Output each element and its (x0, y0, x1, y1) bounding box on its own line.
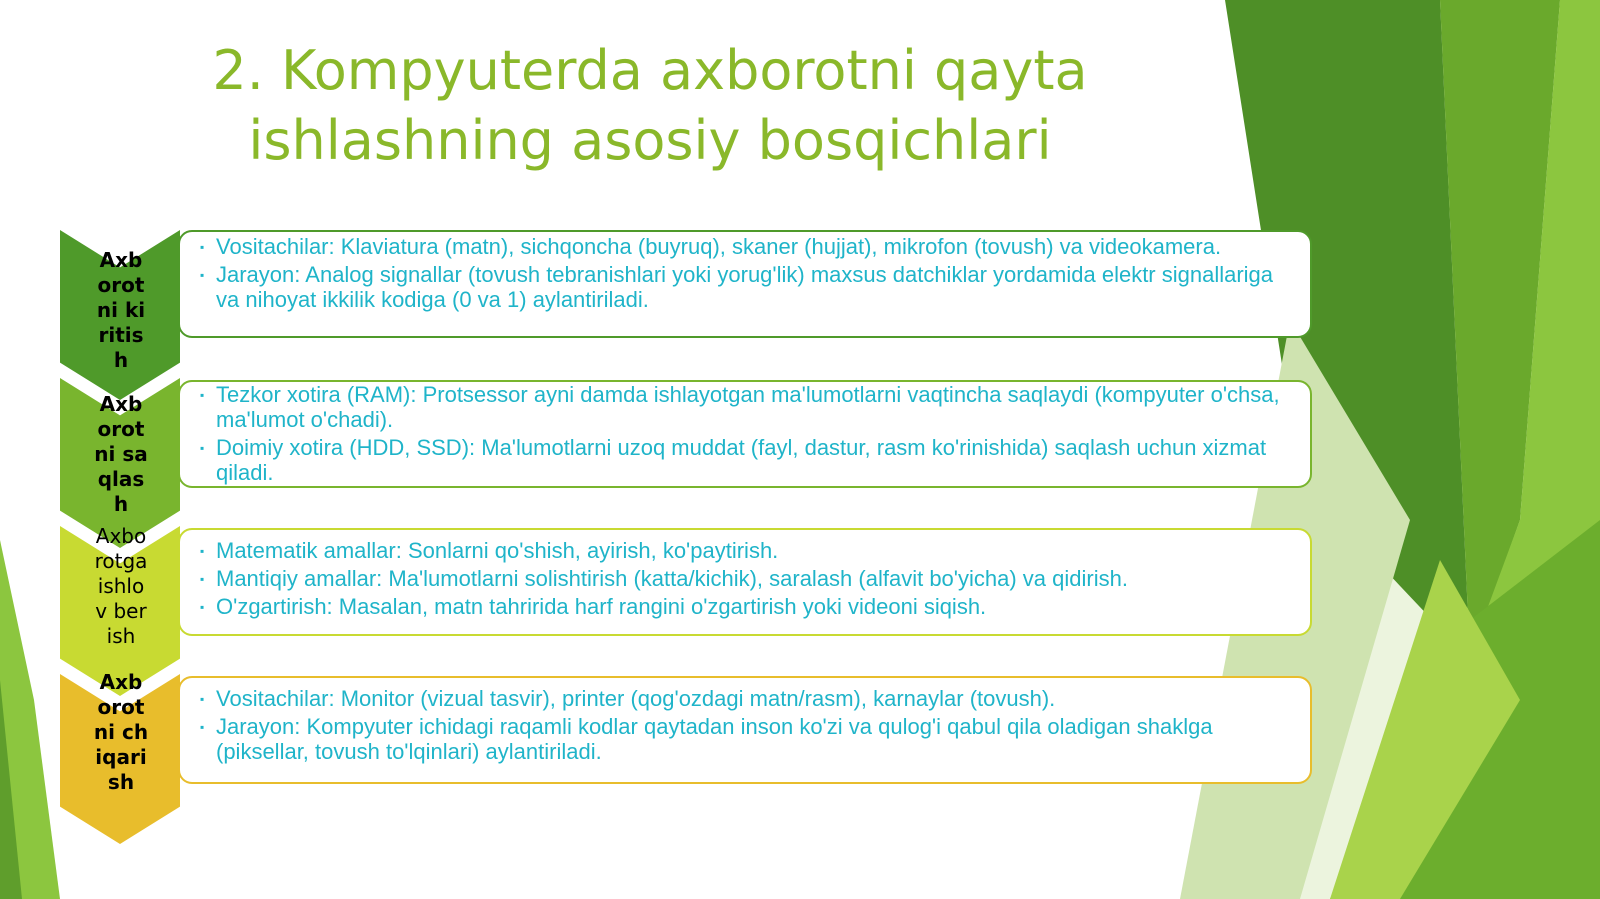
step-label: Axborotni saqlash (94, 392, 148, 516)
bullet-icon: ▪ (200, 388, 205, 402)
bullet-item (190, 382, 1300, 432)
bullet-icon: ▪ (200, 600, 205, 614)
step-content-box (178, 528, 1312, 636)
bullet-item (190, 594, 1300, 619)
title-line-1: 2. Kompyuterda axborotni qayta (212, 39, 1088, 102)
bullet-text: O'zgartirish: Masalan, matn tahririda harf rangini o'zgartirish yoki videoni siqish. (216, 594, 987, 619)
bullet-item (190, 566, 1300, 591)
step-label: Axborotga ishlov berish (94, 524, 148, 648)
bullet-text: Jarayon: Analog signallar (tovush tebranishlari yoki yorug'lik) maxsus datchiklar yordamida elektr signallariga va nihoyat ikkilik kodiga (0 va 1) aylantiriladi. (216, 262, 1274, 312)
bullet-text: Jarayon: Kompyuter ichidagi raqamli kodlar qaytadan inson ko'zi va qulog'i qabul qila oladigan shaklga (piksellar, tovush to'lqinlari) aylantiriladi. (216, 714, 1213, 764)
bullet-text: Matematik amallar: Sonlarni qo'shish, ayirish, ko'paytirish. (216, 538, 779, 563)
step-label: Axborotni chiqarish (93, 670, 149, 794)
bullet-text: Mantiqiy amallar: Ma'lumotlarni solishtirish (katta/kichik), saralash (alfavit bo'yicha) va qidirish. (216, 566, 1128, 591)
bullet-text: Doimiy xotira (HDD, SSD): Ma'lumotlarni uzoq muddat (fayl, dastur, rasm ko'rinishida) saqlash uchun xizmat qiladi. (216, 435, 1267, 485)
step-label: Axborotni kiritish (96, 248, 146, 372)
bullet-icon: ▪ (200, 268, 205, 282)
bullet-text: Vositachilar: Monitor (vizual tasvir), printer (qog'ozdagi matn/rasm), karnaylar (tovush). (216, 686, 1056, 711)
bullet-item (190, 686, 1300, 711)
title-line-2: ishlashning asosiy bosqichlari (248, 109, 1052, 172)
bullet-icon: ▪ (200, 441, 205, 455)
bullet-item (190, 538, 1300, 563)
step-content-box (178, 676, 1312, 784)
bullet-item (190, 234, 1300, 259)
step-content-box (178, 380, 1312, 488)
bullet-icon: ▪ (200, 544, 205, 558)
bullet-icon: ▪ (200, 692, 205, 706)
bullet-item (190, 262, 1300, 312)
slide-title (150, 36, 1150, 176)
step-content-box (178, 230, 1312, 338)
bullet-item (190, 435, 1300, 485)
bullet-item (190, 714, 1300, 764)
bullet-icon: ▪ (200, 572, 205, 586)
bullet-icon: ▪ (200, 720, 205, 734)
bullet-icon: ▪ (200, 240, 205, 254)
bullet-text: Vositachilar: Klaviatura (matn), sichqoncha (buyruq), skaner (hujjat), mikrofon (tovush) va videokamera. (216, 234, 1222, 259)
bullet-text: Tezkor xotira (RAM): Protsessor ayni damda ishlayotgan ma'lumotlarni vaqtincha saqlaydi (kompyuter o'chsa, ma'lumot o'chadi). (216, 382, 1280, 432)
